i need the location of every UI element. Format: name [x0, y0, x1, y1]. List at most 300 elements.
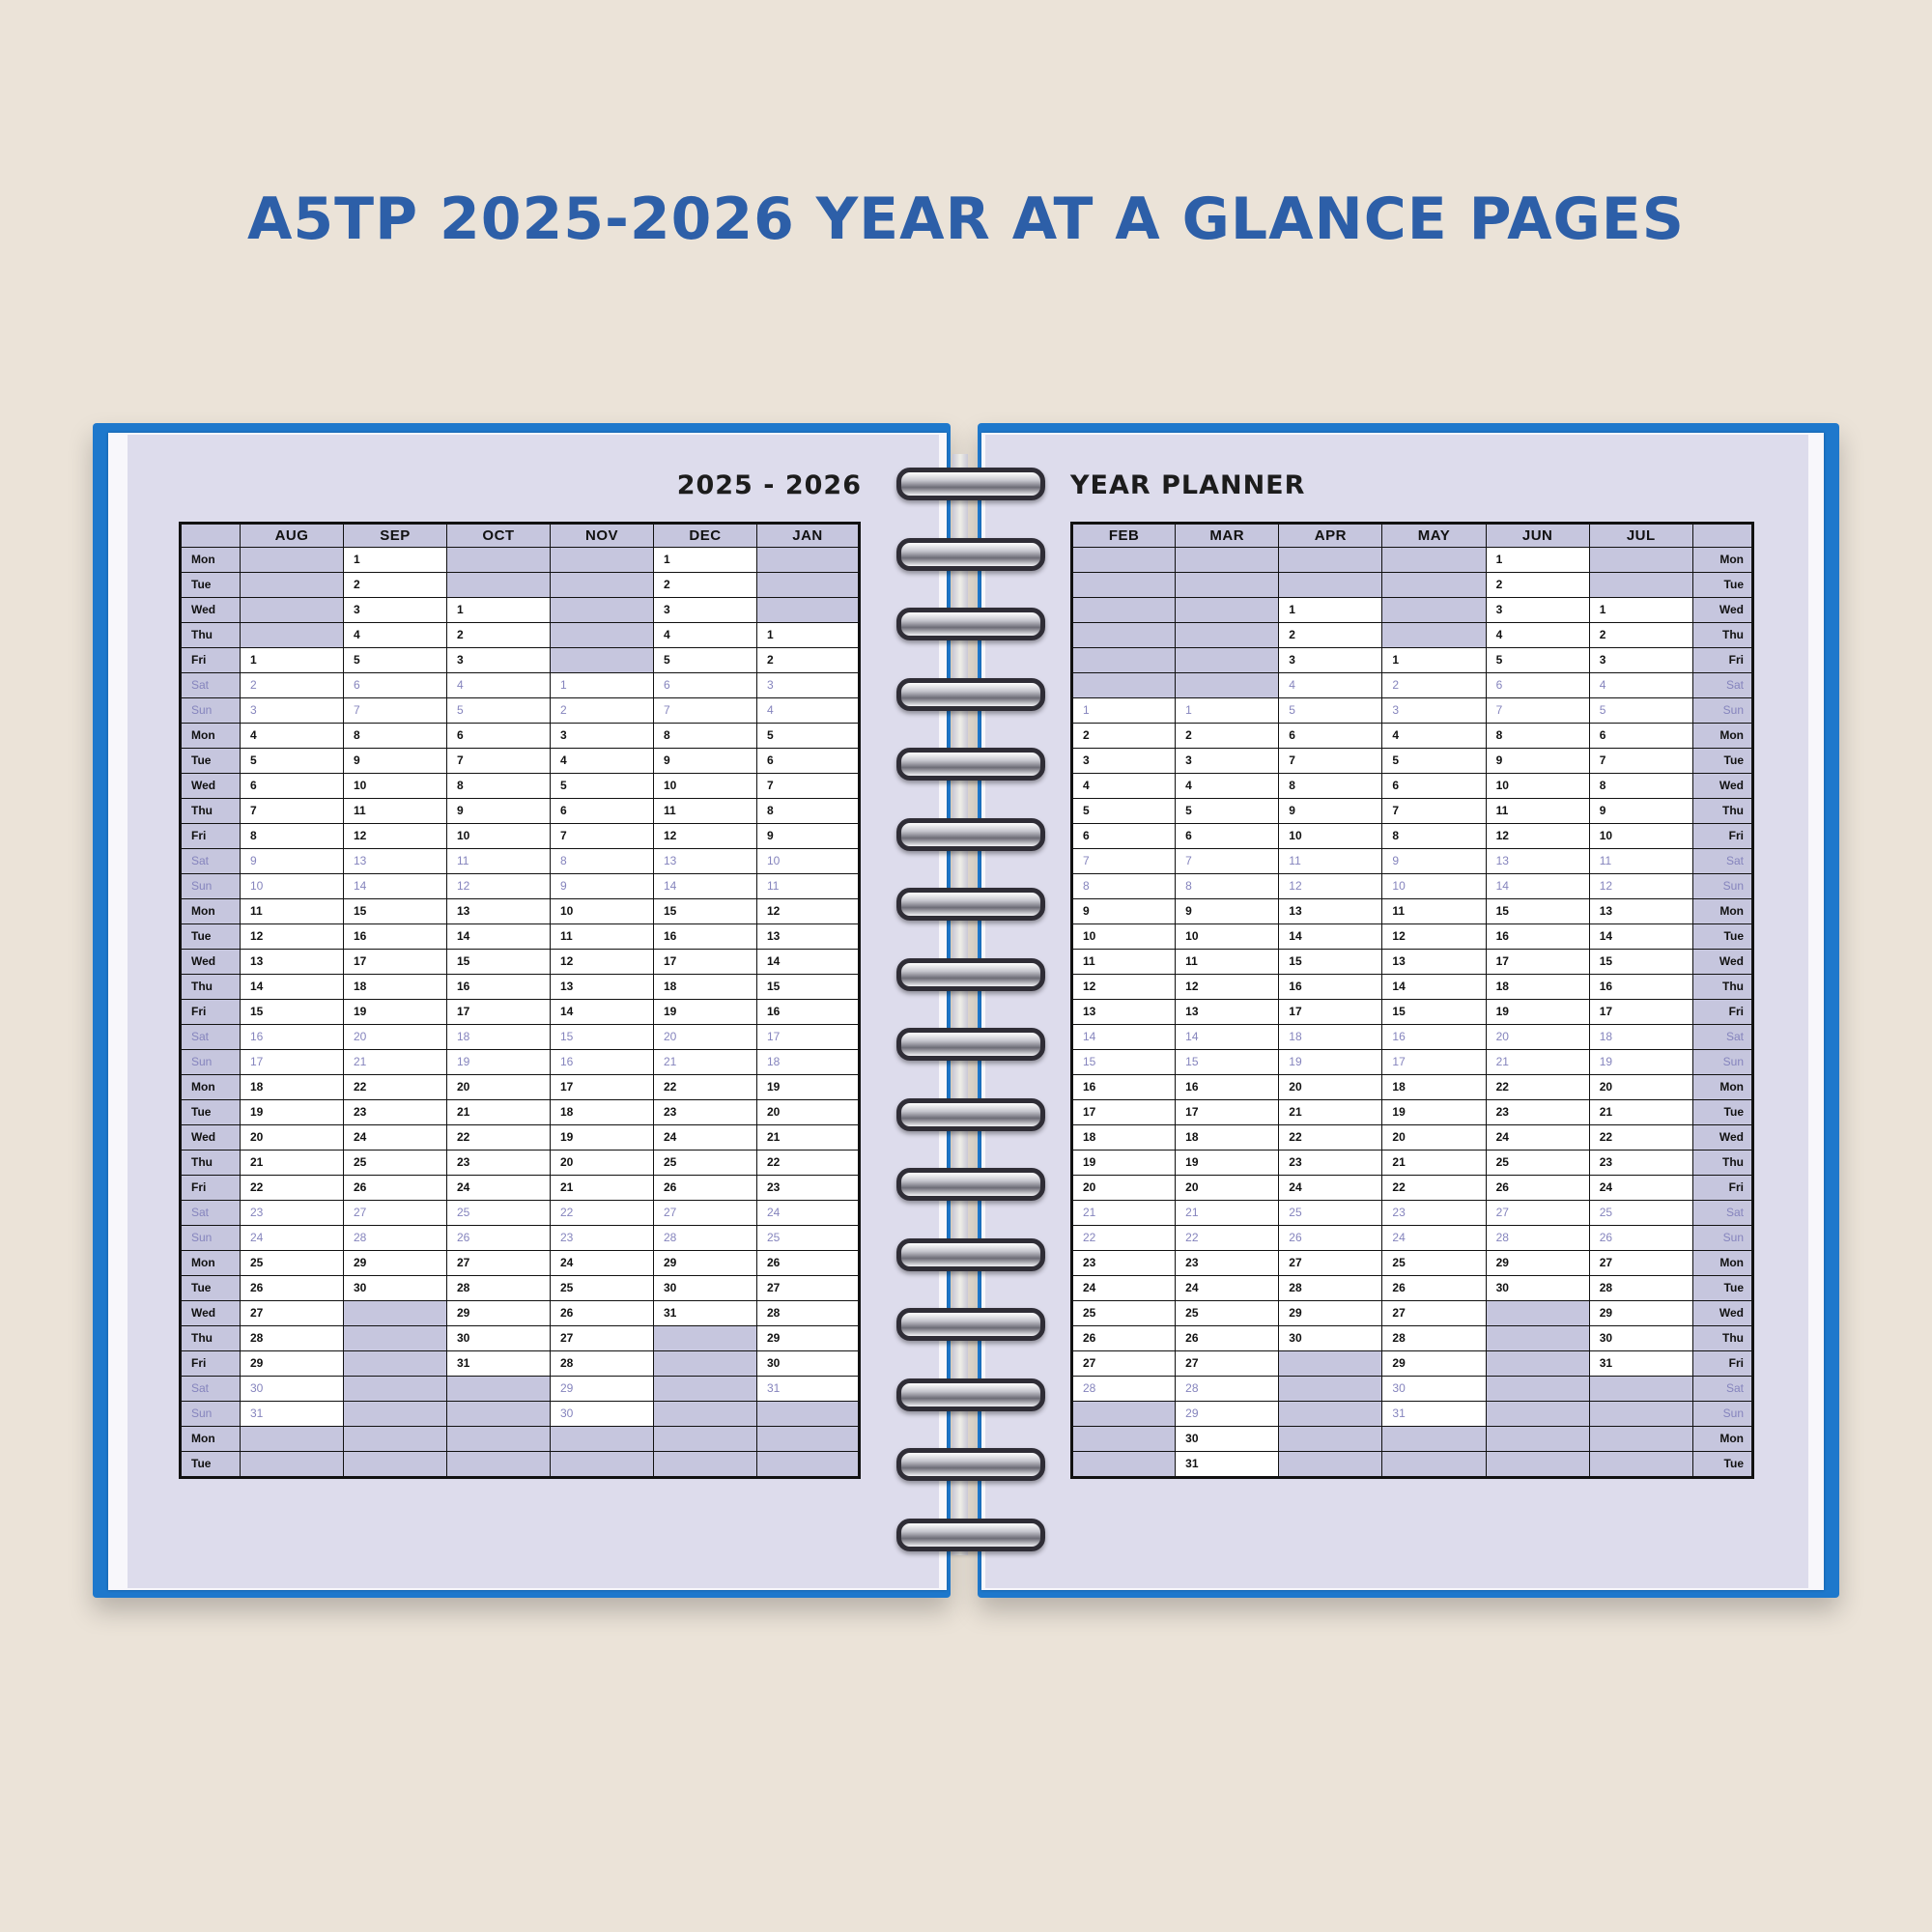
date-cell[interactable]: 21 [344, 1050, 447, 1075]
date-cell[interactable]: 26 [1176, 1326, 1279, 1351]
date-cell[interactable]: 17 [1589, 1000, 1692, 1025]
date-cell[interactable]: 29 [1279, 1301, 1382, 1326]
date-cell[interactable]: 1 [654, 548, 757, 573]
date-cell[interactable]: 18 [1486, 975, 1589, 1000]
date-cell[interactable]: 5 [1486, 648, 1589, 673]
date-cell[interactable]: 3 [1279, 648, 1382, 673]
date-cell[interactable]: 20 [1486, 1025, 1589, 1050]
date-cell[interactable]: 15 [1589, 950, 1692, 975]
date-cell[interactable]: 29 [1589, 1301, 1692, 1326]
date-cell[interactable]: 15 [447, 950, 551, 975]
date-cell[interactable]: 2 [1072, 724, 1176, 749]
date-cell[interactable]: 9 [1072, 899, 1176, 924]
date-cell[interactable]: 3 [1176, 749, 1279, 774]
date-cell[interactable]: 3 [1382, 698, 1486, 724]
date-cell[interactable]: 12 [344, 824, 447, 849]
date-cell[interactable]: 24 [1589, 1176, 1692, 1201]
date-cell[interactable]: 11 [1382, 899, 1486, 924]
date-cell[interactable]: 14 [447, 924, 551, 950]
date-cell[interactable]: 9 [1279, 799, 1382, 824]
date-cell[interactable]: 25 [344, 1151, 447, 1176]
date-cell[interactable]: 14 [1589, 924, 1692, 950]
date-cell[interactable]: 30 [447, 1326, 551, 1351]
date-cell[interactable]: 9 [1176, 899, 1279, 924]
date-cell[interactable]: 30 [1279, 1326, 1382, 1351]
date-cell[interactable]: 3 [757, 673, 860, 698]
date-cell[interactable]: 28 [1382, 1326, 1486, 1351]
date-cell[interactable]: 15 [241, 1000, 344, 1025]
date-cell[interactable]: 1 [447, 598, 551, 623]
date-cell[interactable]: 26 [1589, 1226, 1692, 1251]
date-cell[interactable]: 29 [654, 1251, 757, 1276]
date-cell[interactable]: 28 [1486, 1226, 1589, 1251]
date-cell[interactable]: 3 [1072, 749, 1176, 774]
date-cell[interactable]: 31 [757, 1377, 860, 1402]
date-cell[interactable]: 19 [1279, 1050, 1382, 1075]
date-cell[interactable]: 6 [1279, 724, 1382, 749]
date-cell[interactable]: 27 [1589, 1251, 1692, 1276]
date-cell[interactable]: 29 [447, 1301, 551, 1326]
date-cell[interactable]: 16 [1382, 1025, 1486, 1050]
date-cell[interactable]: 26 [1072, 1326, 1176, 1351]
date-cell[interactable]: 24 [1072, 1276, 1176, 1301]
date-cell[interactable]: 27 [447, 1251, 551, 1276]
date-cell[interactable]: 18 [344, 975, 447, 1000]
date-cell[interactable]: 22 [551, 1201, 654, 1226]
date-cell[interactable]: 14 [344, 874, 447, 899]
date-cell[interactable]: 8 [1072, 874, 1176, 899]
date-cell[interactable]: 26 [344, 1176, 447, 1201]
date-cell[interactable]: 7 [447, 749, 551, 774]
date-cell[interactable]: 28 [1279, 1276, 1382, 1301]
date-cell[interactable]: 5 [551, 774, 654, 799]
date-cell[interactable]: 6 [1486, 673, 1589, 698]
date-cell[interactable]: 12 [757, 899, 860, 924]
date-cell[interactable]: 7 [1382, 799, 1486, 824]
date-cell[interactable]: 8 [241, 824, 344, 849]
date-cell[interactable]: 15 [1486, 899, 1589, 924]
date-cell[interactable]: 22 [1176, 1226, 1279, 1251]
date-cell[interactable]: 14 [1176, 1025, 1279, 1050]
date-cell[interactable]: 26 [241, 1276, 344, 1301]
date-cell[interactable]: 18 [241, 1075, 344, 1100]
date-cell[interactable]: 24 [551, 1251, 654, 1276]
date-cell[interactable]: 16 [1072, 1075, 1176, 1100]
date-cell[interactable]: 3 [654, 598, 757, 623]
date-cell[interactable]: 15 [344, 899, 447, 924]
date-cell[interactable]: 26 [1279, 1226, 1382, 1251]
date-cell[interactable]: 9 [447, 799, 551, 824]
date-cell[interactable]: 5 [447, 698, 551, 724]
date-cell[interactable]: 15 [1176, 1050, 1279, 1075]
date-cell[interactable]: 14 [1382, 975, 1486, 1000]
date-cell[interactable]: 13 [1486, 849, 1589, 874]
date-cell[interactable]: 4 [757, 698, 860, 724]
date-cell[interactable]: 14 [551, 1000, 654, 1025]
date-cell[interactable]: 15 [654, 899, 757, 924]
date-cell[interactable]: 21 [654, 1050, 757, 1075]
date-cell[interactable]: 7 [1589, 749, 1692, 774]
date-cell[interactable]: 1 [1382, 648, 1486, 673]
date-cell[interactable]: 6 [757, 749, 860, 774]
date-cell[interactable]: 4 [654, 623, 757, 648]
date-cell[interactable]: 27 [1072, 1351, 1176, 1377]
date-cell[interactable]: 27 [654, 1201, 757, 1226]
date-cell[interactable]: 28 [1072, 1377, 1176, 1402]
date-cell[interactable]: 29 [1176, 1402, 1279, 1427]
date-cell[interactable]: 5 [1072, 799, 1176, 824]
date-cell[interactable]: 13 [447, 899, 551, 924]
date-cell[interactable]: 25 [757, 1226, 860, 1251]
date-cell[interactable]: 5 [654, 648, 757, 673]
date-cell[interactable]: 22 [1072, 1226, 1176, 1251]
date-cell[interactable]: 15 [1279, 950, 1382, 975]
date-cell[interactable]: 25 [447, 1201, 551, 1226]
date-cell[interactable]: 22 [344, 1075, 447, 1100]
date-cell[interactable]: 24 [654, 1125, 757, 1151]
date-cell[interactable]: 25 [241, 1251, 344, 1276]
date-cell[interactable]: 20 [344, 1025, 447, 1050]
date-cell[interactable]: 12 [1486, 824, 1589, 849]
date-cell[interactable]: 29 [757, 1326, 860, 1351]
date-cell[interactable]: 11 [344, 799, 447, 824]
date-cell[interactable]: 20 [1176, 1176, 1279, 1201]
date-cell[interactable]: 23 [757, 1176, 860, 1201]
date-cell[interactable]: 16 [1589, 975, 1692, 1000]
date-cell[interactable]: 12 [1279, 874, 1382, 899]
date-cell[interactable]: 10 [447, 824, 551, 849]
date-cell[interactable]: 11 [447, 849, 551, 874]
date-cell[interactable]: 8 [757, 799, 860, 824]
date-cell[interactable]: 18 [1176, 1125, 1279, 1151]
date-cell[interactable]: 17 [757, 1025, 860, 1050]
date-cell[interactable]: 3 [1589, 648, 1692, 673]
date-cell[interactable]: 4 [241, 724, 344, 749]
date-cell[interactable]: 18 [551, 1100, 654, 1125]
date-cell[interactable]: 9 [757, 824, 860, 849]
date-cell[interactable]: 1 [1176, 698, 1279, 724]
date-cell[interactable]: 23 [1176, 1251, 1279, 1276]
date-cell[interactable]: 2 [1176, 724, 1279, 749]
date-cell[interactable]: 2 [654, 573, 757, 598]
date-cell[interactable]: 19 [654, 1000, 757, 1025]
date-cell[interactable]: 27 [1279, 1251, 1382, 1276]
date-cell[interactable]: 17 [1382, 1050, 1486, 1075]
date-cell[interactable]: 11 [654, 799, 757, 824]
date-cell[interactable]: 14 [1486, 874, 1589, 899]
date-cell[interactable]: 30 [1589, 1326, 1692, 1351]
date-cell[interactable]: 20 [241, 1125, 344, 1151]
date-cell[interactable]: 30 [1382, 1377, 1486, 1402]
date-cell[interactable]: 3 [1486, 598, 1589, 623]
date-cell[interactable]: 13 [241, 950, 344, 975]
date-cell[interactable]: 11 [757, 874, 860, 899]
date-cell[interactable]: 20 [757, 1100, 860, 1125]
date-cell[interactable]: 28 [344, 1226, 447, 1251]
date-cell[interactable]: 28 [241, 1326, 344, 1351]
date-cell[interactable]: 23 [1486, 1100, 1589, 1125]
date-cell[interactable]: 8 [1279, 774, 1382, 799]
date-cell[interactable]: 21 [1176, 1201, 1279, 1226]
date-cell[interactable]: 18 [1072, 1125, 1176, 1151]
date-cell[interactable]: 22 [1486, 1075, 1589, 1100]
date-cell[interactable]: 4 [447, 673, 551, 698]
date-cell[interactable]: 21 [551, 1176, 654, 1201]
date-cell[interactable]: 7 [1072, 849, 1176, 874]
date-cell[interactable]: 7 [1176, 849, 1279, 874]
date-cell[interactable]: 7 [344, 698, 447, 724]
date-cell[interactable]: 23 [654, 1100, 757, 1125]
date-cell[interactable]: 11 [1176, 950, 1279, 975]
date-cell[interactable]: 11 [1072, 950, 1176, 975]
date-cell[interactable]: 4 [551, 749, 654, 774]
date-cell[interactable]: 27 [1176, 1351, 1279, 1377]
date-cell[interactable]: 18 [447, 1025, 551, 1050]
date-cell[interactable]: 22 [1589, 1125, 1692, 1151]
date-cell[interactable]: 16 [1176, 1075, 1279, 1100]
date-cell[interactable]: 1 [1589, 598, 1692, 623]
date-cell[interactable]: 4 [1072, 774, 1176, 799]
date-cell[interactable]: 9 [344, 749, 447, 774]
date-cell[interactable]: 19 [447, 1050, 551, 1075]
date-cell[interactable]: 25 [551, 1276, 654, 1301]
date-cell[interactable]: 20 [1589, 1075, 1692, 1100]
date-cell[interactable]: 13 [344, 849, 447, 874]
date-cell[interactable]: 30 [344, 1276, 447, 1301]
date-cell[interactable]: 28 [1176, 1377, 1279, 1402]
date-cell[interactable]: 19 [757, 1075, 860, 1100]
date-cell[interactable]: 5 [344, 648, 447, 673]
date-cell[interactable]: 17 [447, 1000, 551, 1025]
date-cell[interactable]: 9 [551, 874, 654, 899]
date-cell[interactable]: 16 [241, 1025, 344, 1050]
date-cell[interactable]: 31 [1176, 1452, 1279, 1478]
date-cell[interactable]: 25 [1279, 1201, 1382, 1226]
date-cell[interactable]: 16 [344, 924, 447, 950]
date-cell[interactable]: 12 [241, 924, 344, 950]
date-cell[interactable]: 16 [654, 924, 757, 950]
date-cell[interactable]: 5 [241, 749, 344, 774]
date-cell[interactable]: 13 [1176, 1000, 1279, 1025]
date-cell[interactable]: 30 [1486, 1276, 1589, 1301]
date-cell[interactable]: 8 [1589, 774, 1692, 799]
date-cell[interactable]: 28 [447, 1276, 551, 1301]
date-cell[interactable]: 22 [241, 1176, 344, 1201]
date-cell[interactable]: 24 [1279, 1176, 1382, 1201]
date-cell[interactable]: 20 [654, 1025, 757, 1050]
date-cell[interactable]: 2 [1486, 573, 1589, 598]
date-cell[interactable]: 23 [551, 1226, 654, 1251]
date-cell[interactable]: 10 [1176, 924, 1279, 950]
date-cell[interactable]: 17 [241, 1050, 344, 1075]
date-cell[interactable]: 3 [344, 598, 447, 623]
date-cell[interactable]: 10 [344, 774, 447, 799]
date-cell[interactable]: 10 [1382, 874, 1486, 899]
date-cell[interactable]: 31 [447, 1351, 551, 1377]
date-cell[interactable]: 30 [1176, 1427, 1279, 1452]
date-cell[interactable]: 31 [241, 1402, 344, 1427]
date-cell[interactable]: 12 [1589, 874, 1692, 899]
date-cell[interactable]: 17 [1486, 950, 1589, 975]
date-cell[interactable]: 13 [1382, 950, 1486, 975]
date-cell[interactable]: 8 [344, 724, 447, 749]
date-cell[interactable]: 13 [1072, 1000, 1176, 1025]
date-cell[interactable]: 19 [1072, 1151, 1176, 1176]
date-cell[interactable]: 10 [1589, 824, 1692, 849]
date-cell[interactable]: 23 [1589, 1151, 1692, 1176]
date-cell[interactable]: 13 [757, 924, 860, 950]
date-cell[interactable]: 29 [241, 1351, 344, 1377]
date-cell[interactable]: 27 [241, 1301, 344, 1326]
date-cell[interactable]: 26 [1486, 1176, 1589, 1201]
date-cell[interactable]: 27 [1382, 1301, 1486, 1326]
date-cell[interactable]: 8 [1486, 724, 1589, 749]
date-cell[interactable]: 24 [344, 1125, 447, 1151]
date-cell[interactable]: 21 [1279, 1100, 1382, 1125]
date-cell[interactable]: 21 [757, 1125, 860, 1151]
date-cell[interactable]: 6 [551, 799, 654, 824]
date-cell[interactable]: 11 [1486, 799, 1589, 824]
date-cell[interactable]: 22 [757, 1151, 860, 1176]
date-cell[interactable]: 11 [241, 899, 344, 924]
date-cell[interactable]: 8 [447, 774, 551, 799]
date-cell[interactable]: 29 [1382, 1351, 1486, 1377]
date-cell[interactable]: 1 [1486, 548, 1589, 573]
date-cell[interactable]: 10 [757, 849, 860, 874]
date-cell[interactable]: 17 [344, 950, 447, 975]
date-cell[interactable]: 25 [1589, 1201, 1692, 1226]
date-cell[interactable]: 10 [654, 774, 757, 799]
date-cell[interactable]: 11 [1279, 849, 1382, 874]
date-cell[interactable]: 18 [654, 975, 757, 1000]
date-cell[interactable]: 24 [1382, 1226, 1486, 1251]
date-cell[interactable]: 2 [1279, 623, 1382, 648]
date-cell[interactable]: 15 [1382, 1000, 1486, 1025]
date-cell[interactable]: 8 [1382, 824, 1486, 849]
date-cell[interactable]: 3 [551, 724, 654, 749]
date-cell[interactable]: 25 [1382, 1251, 1486, 1276]
date-cell[interactable]: 23 [1382, 1201, 1486, 1226]
date-cell[interactable]: 26 [447, 1226, 551, 1251]
date-cell[interactable]: 10 [1072, 924, 1176, 950]
date-cell[interactable]: 4 [1589, 673, 1692, 698]
date-cell[interactable]: 8 [1176, 874, 1279, 899]
date-cell[interactable]: 5 [1382, 749, 1486, 774]
date-cell[interactable]: 16 [1486, 924, 1589, 950]
date-cell[interactable]: 14 [654, 874, 757, 899]
date-cell[interactable]: 2 [241, 673, 344, 698]
date-cell[interactable]: 5 [757, 724, 860, 749]
date-cell[interactable]: 18 [1589, 1025, 1692, 1050]
date-cell[interactable]: 7 [1486, 698, 1589, 724]
date-cell[interactable]: 4 [1176, 774, 1279, 799]
date-cell[interactable]: 1 [241, 648, 344, 673]
date-cell[interactable]: 5 [1176, 799, 1279, 824]
date-cell[interactable]: 23 [344, 1100, 447, 1125]
date-cell[interactable]: 23 [1072, 1251, 1176, 1276]
date-cell[interactable]: 1 [344, 548, 447, 573]
date-cell[interactable]: 7 [1279, 749, 1382, 774]
date-cell[interactable]: 9 [1486, 749, 1589, 774]
date-cell[interactable]: 25 [1072, 1301, 1176, 1326]
date-cell[interactable]: 2 [1589, 623, 1692, 648]
date-cell[interactable]: 21 [1382, 1151, 1486, 1176]
date-cell[interactable]: 27 [344, 1201, 447, 1226]
date-cell[interactable]: 28 [1589, 1276, 1692, 1301]
date-cell[interactable]: 2 [447, 623, 551, 648]
date-cell[interactable]: 22 [1279, 1125, 1382, 1151]
date-cell[interactable]: 3 [241, 698, 344, 724]
date-cell[interactable]: 18 [757, 1050, 860, 1075]
date-cell[interactable]: 19 [1176, 1151, 1279, 1176]
date-cell[interactable]: 10 [1486, 774, 1589, 799]
date-cell[interactable]: 20 [1279, 1075, 1382, 1100]
date-cell[interactable]: 12 [1072, 975, 1176, 1000]
date-cell[interactable]: 17 [1279, 1000, 1382, 1025]
date-cell[interactable]: 9 [1589, 799, 1692, 824]
date-cell[interactable]: 16 [551, 1050, 654, 1075]
date-cell[interactable]: 30 [551, 1402, 654, 1427]
date-cell[interactable]: 19 [1486, 1000, 1589, 1025]
date-cell[interactable]: 6 [654, 673, 757, 698]
date-cell[interactable]: 19 [551, 1125, 654, 1151]
date-cell[interactable]: 31 [654, 1301, 757, 1326]
date-cell[interactable]: 6 [1589, 724, 1692, 749]
date-cell[interactable]: 22 [654, 1075, 757, 1100]
date-cell[interactable]: 21 [241, 1151, 344, 1176]
date-cell[interactable]: 21 [1072, 1201, 1176, 1226]
date-cell[interactable]: 17 [551, 1075, 654, 1100]
date-cell[interactable]: 4 [1279, 673, 1382, 698]
date-cell[interactable]: 23 [1279, 1151, 1382, 1176]
date-cell[interactable]: 4 [1486, 623, 1589, 648]
date-cell[interactable]: 5 [1589, 698, 1692, 724]
date-cell[interactable]: 17 [1072, 1100, 1176, 1125]
date-cell[interactable]: 7 [551, 824, 654, 849]
date-cell[interactable]: 29 [344, 1251, 447, 1276]
date-cell[interactable]: 24 [1486, 1125, 1589, 1151]
date-cell[interactable]: 26 [654, 1176, 757, 1201]
date-cell[interactable]: 21 [1589, 1100, 1692, 1125]
date-cell[interactable]: 1 [1279, 598, 1382, 623]
date-cell[interactable]: 23 [447, 1151, 551, 1176]
date-cell[interactable]: 6 [1072, 824, 1176, 849]
date-cell[interactable]: 5 [1279, 698, 1382, 724]
date-cell[interactable]: 10 [241, 874, 344, 899]
date-cell[interactable]: 3 [447, 648, 551, 673]
date-cell[interactable]: 1 [757, 623, 860, 648]
date-cell[interactable]: 11 [551, 924, 654, 950]
date-cell[interactable]: 9 [241, 849, 344, 874]
date-cell[interactable]: 26 [1382, 1276, 1486, 1301]
date-cell[interactable]: 1 [551, 673, 654, 698]
date-cell[interactable]: 12 [654, 824, 757, 849]
date-cell[interactable]: 14 [241, 975, 344, 1000]
date-cell[interactable]: 25 [1486, 1151, 1589, 1176]
date-cell[interactable]: 28 [654, 1226, 757, 1251]
date-cell[interactable]: 9 [654, 749, 757, 774]
date-cell[interactable]: 4 [1382, 724, 1486, 749]
date-cell[interactable]: 6 [1176, 824, 1279, 849]
date-cell[interactable]: 6 [447, 724, 551, 749]
date-cell[interactable]: 12 [1382, 924, 1486, 950]
date-cell[interactable]: 2 [757, 648, 860, 673]
date-cell[interactable]: 29 [1486, 1251, 1589, 1276]
date-cell[interactable]: 12 [1176, 975, 1279, 1000]
date-cell[interactable]: 6 [241, 774, 344, 799]
date-cell[interactable]: 21 [1486, 1050, 1589, 1075]
date-cell[interactable]: 7 [654, 698, 757, 724]
